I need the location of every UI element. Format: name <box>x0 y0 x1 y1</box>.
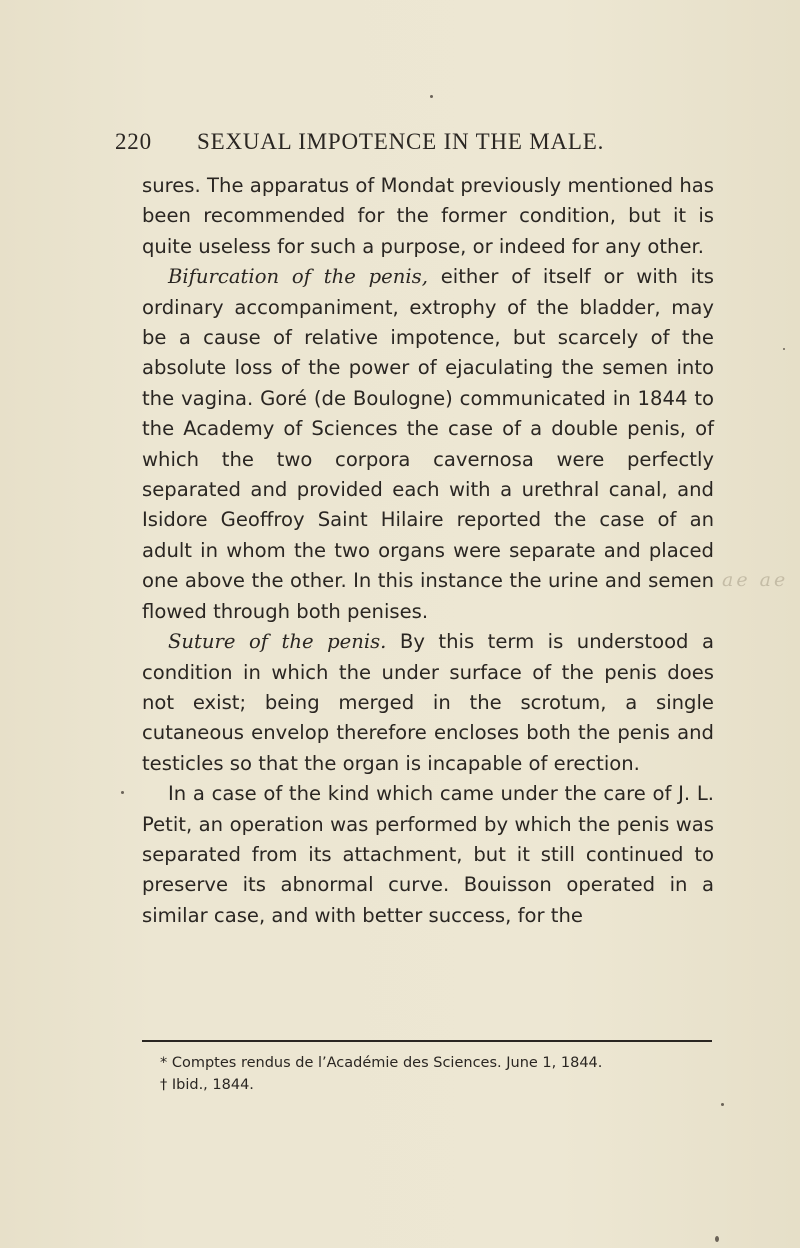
page-number: 220 <box>115 129 152 154</box>
paragraph-1: sures. The apparatus of Mondat previously mentioned has been recommended for the former condition, but it is quite useless for such a purpose, or indeed for any other. <box>142 174 714 258</box>
paragraph-3 <box>142 627 714 779</box>
paragraph-2 <box>142 262 714 627</box>
margin-annotation: ae ae <box>722 569 789 591</box>
paragraph-2-heading: Bifurcation of the penis, <box>168 265 428 289</box>
paper-speck <box>430 95 433 98</box>
paper-speck <box>715 1236 719 1242</box>
footnote-rule <box>142 1040 712 1042</box>
paragraph-4: In a case of the kind which came under the care of J. L. Petit, an operation was performed by which the penis was separated from its attachment, but it still continued to preserve its abnormal curve. Bouisson operated in a similar case, and with better success, for the <box>142 782 714 927</box>
footnotes <box>160 1052 720 1096</box>
paragraph-2-text: either of itself or with its ordinary accompaniment, extrophy of the bladder, may be a cause of relative impotence, but scarcely of the absolute loss of the power of ejaculating the semen into the vagina. Goré (de Boulogne) communicated in 1844 to the Academy of Sciences the case of a double penis, of which the two corpora cavernosa were perfectly separated and provided each with a urethral canal, and Isidore Geoffroy Saint Hilaire reported the case of an adult in whom the two organs were separate and placed one above the other. In this instance the urine and semen flowed through both penises. <box>142 265 714 623</box>
paragraph-3-heading: Suture of the penis. <box>168 630 387 654</box>
paragraph-3-text: By this term is understood a condition in which the under surface of the penis does not exist; being merged in the scrotum, a single cutaneous envelop therefore encloses both the penis and testicles so that the organ is incapable of erection. <box>142 630 714 775</box>
paper-speck <box>783 348 785 350</box>
footnote-1: * Comptes rendus de l’Académie des Sciences. June 1, 1844. <box>160 1055 603 1071</box>
paper-speck <box>721 1103 724 1106</box>
running-title: SEXUAL IMPOTENCE IN THE MALE. <box>197 129 605 154</box>
footnote-2: † Ibid., 1844. <box>160 1077 254 1093</box>
running-header <box>115 129 715 155</box>
paper-speck <box>121 791 124 794</box>
body-text <box>142 171 714 931</box>
